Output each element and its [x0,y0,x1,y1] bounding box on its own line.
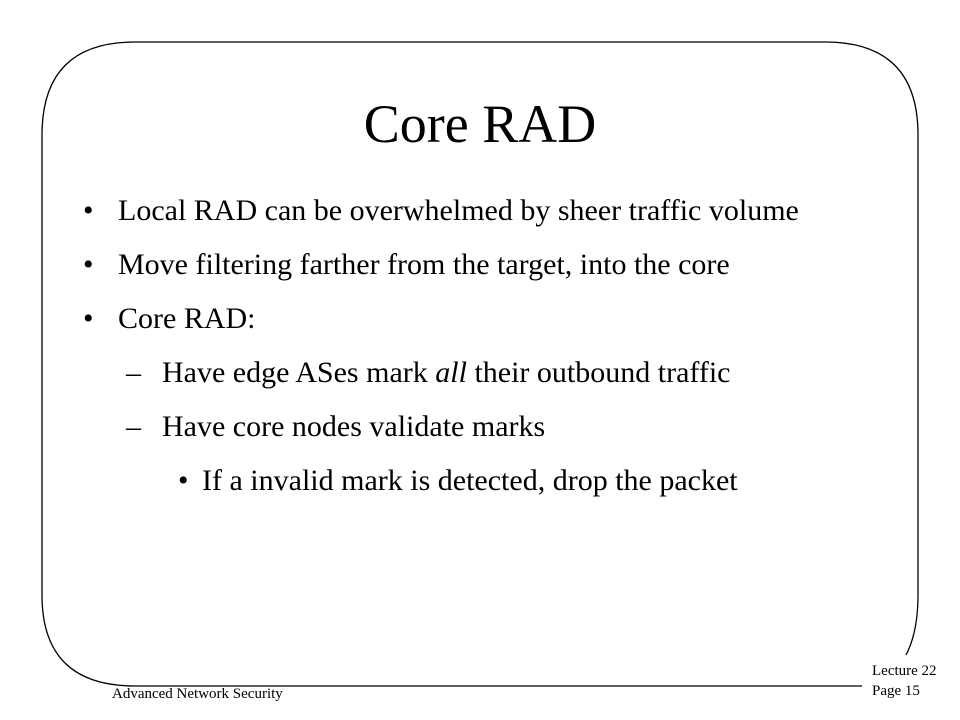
bullet-marker: • [83,194,94,227]
bullet-text: Local RAD can be overwhelmed by sheer traffic volume [118,194,799,227]
sub-bullet-text [162,356,730,389]
bullet-list [80,192,880,516]
sub-bullet-text-after: their outbound traffic [466,356,731,389]
bullet-item [80,192,880,230]
footer-lecture: Lecture 22 [872,663,937,679]
dash-marker: – [126,410,141,443]
bullet-item [80,300,880,338]
sub-bullet-text-before: Have edge ASes mark [162,356,436,389]
bullet-marker: • [178,464,189,497]
sub-sub-bullet-item [80,462,880,500]
slide-title: Core RAD [363,94,597,154]
footer-lecture-info [872,661,937,701]
sub-bullet-emphasis: all [435,356,467,389]
footer-page: Page 15 [872,683,920,699]
bullet-item [80,246,880,284]
dash-marker: – [126,356,141,389]
sub-bullet-item [80,408,880,446]
bullet-text: Move filtering farther from the target, into the core [118,248,730,281]
bullet-marker: • [83,302,94,335]
bullet-text: Core RAD: [118,302,256,335]
sub-sub-bullet-text: If a invalid mark is detected, drop the packet [202,464,738,497]
footer-course: Advanced Network Security [112,686,283,702]
sub-bullet-item [80,354,880,392]
sub-bullet-text: Have core nodes validate marks [162,410,546,443]
bullet-marker: • [83,248,94,281]
